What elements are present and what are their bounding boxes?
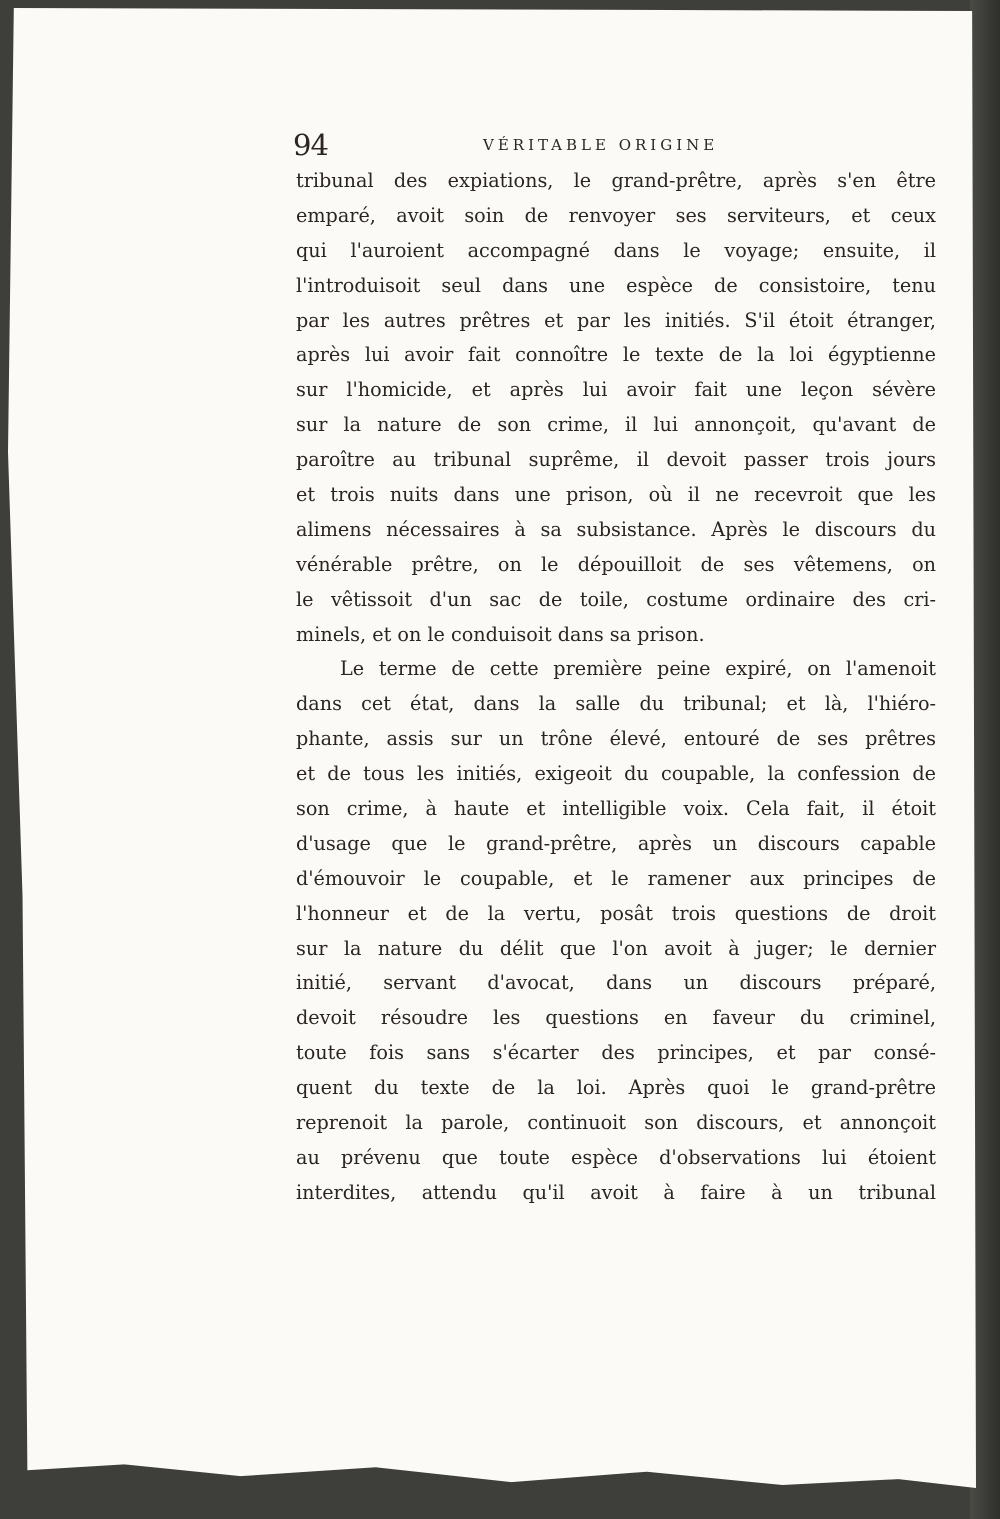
text-line: phante, assis sur un trône élevé, entouré de ses prêtres <box>296 727 936 751</box>
text-line: l'honneur et de la vertu, posât trois questions de droit <box>296 901 936 925</box>
page-number: 94 <box>293 128 328 162</box>
text-line: au prévenu que toute espèce d'observations lui étoient <box>296 1145 936 1169</box>
text-line: dans cet état, dans la salle du tribunal; et là, l'hiéro- <box>296 692 936 716</box>
text-line: devoit résoudre les questions en faveur du criminel, <box>296 1006 936 1030</box>
text-line: après lui avoir fait connoître le texte de la loi égyptienne <box>296 343 936 367</box>
text-line: sur la nature de son crime, il lui annonçoit, qu'avant de <box>296 413 936 437</box>
page-header <box>293 128 933 168</box>
running-head: VÉRITABLE ORIGINE <box>483 136 719 154</box>
text-line: d'émouvoir le coupable, et le ramener aux principes de <box>296 866 936 890</box>
text-line: paroître au tribunal suprême, il devoit passer trois jours <box>296 448 936 472</box>
text-line: et de tous les initiés, exigeoit du coupable, la confession de <box>296 762 936 786</box>
text-line: initié, servant d'avocat, dans un discours préparé, <box>296 971 936 995</box>
text-line: Le terme de cette première peine expiré, on l'amenoit <box>340 657 936 681</box>
body-text <box>296 164 936 1211</box>
text-line: minels, et on le conduisoit dans sa prison. <box>296 622 705 646</box>
text-line: vénérable prêtre, on le dépouilloit de ses vêtemens, on <box>296 552 936 576</box>
text-line: l'introduisoit seul dans une espèce de consistoire, tenu <box>296 273 936 297</box>
text-line: quent du texte de la loi. Après quoi le grand-prêtre <box>296 1076 936 1100</box>
text-line: sur la nature du délit que l'on avoit à juger; le dernier <box>296 936 936 960</box>
text-line: emparé, avoit soin de renvoyer ses serviteurs, et ceux <box>296 203 936 227</box>
text-line: et trois nuits dans une prison, où il ne recevroit que les <box>296 483 936 507</box>
text-line: tribunal des expiations, le grand-prêtre, après s'en être <box>296 169 936 192</box>
text-line: toute fois sans s'écarter des principes, et par consé- <box>296 1041 936 1065</box>
text-line: qui l'auroient accompagné dans le voyage; ensuite, il <box>296 238 936 262</box>
text-line: le vêtissoit d'un sac de toile, costume ordinaire des cri- <box>296 587 936 611</box>
text-line: reprenoit la parole, continuoit son discours, et annonçoit <box>296 1111 936 1135</box>
text-line: son crime, à haute et intelligible voix. Cela fait, il étoit <box>296 797 936 821</box>
text-line: d'usage que le grand-prêtre, après un discours capable <box>296 831 936 855</box>
text-line: par les autres prêtres et par les initiés. S'il étoit étranger, <box>296 308 936 332</box>
text-line: alimens nécessaires à sa subsistance. Après le discours du <box>296 517 936 541</box>
text-line: interdites, attendu qu'il avoit à faire à un tribunal <box>296 1180 936 1204</box>
text-line: sur l'homicide, et après lui avoir fait une leçon sévère <box>296 378 936 402</box>
